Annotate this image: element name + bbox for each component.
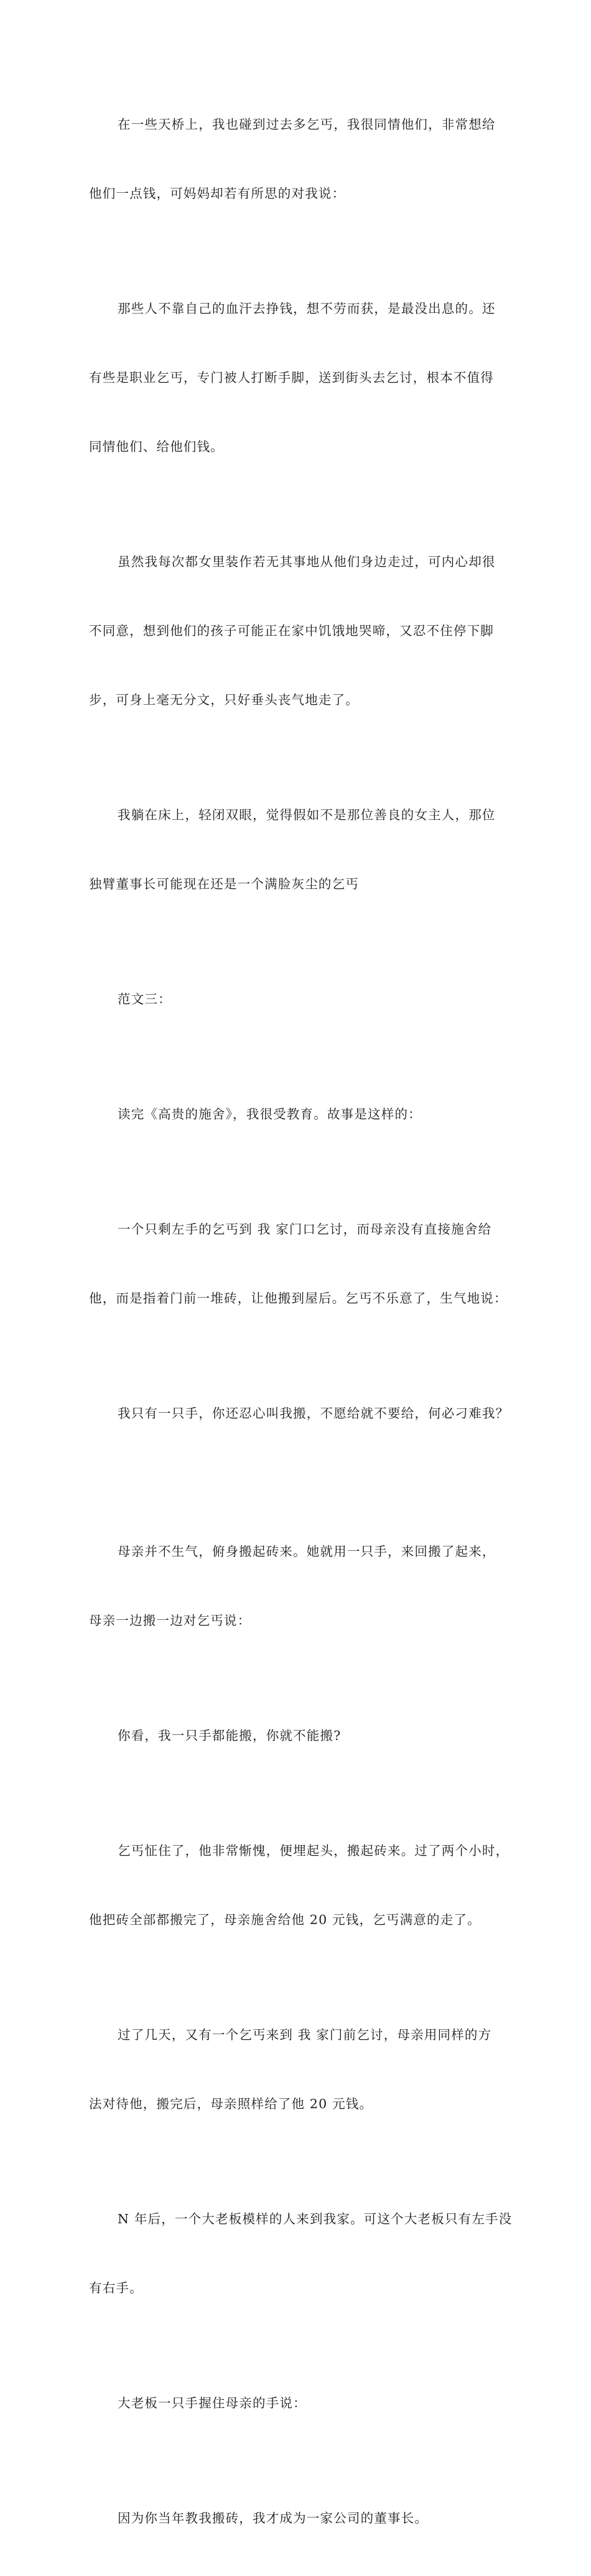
paragraph — [89, 2461, 506, 2576]
paragraph — [89, 2346, 506, 2461]
paragraph — [89, 2162, 513, 2346]
text-line: 同情他们、给他们钱。 — [89, 439, 224, 454]
text-line: 他把砖全部都搬完了，母亲施舍给他 20 元钱，乞丐满意的走了。 — [89, 1912, 481, 1927]
text-line: 在一些天桥上，我也碰到过去多乞丐，我很同情他们，非常想给 — [118, 117, 496, 132]
text-line: 我躺在床上，轻闭双眼，觉得假如不是那位善良的女主人，那位 — [118, 807, 496, 822]
section-heading — [89, 942, 506, 1057]
paragraph — [89, 251, 506, 505]
paragraph — [89, 1172, 506, 1356]
paragraph — [89, 505, 506, 758]
text-line: 母亲一边搬一边对乞丐说： — [89, 1613, 251, 1628]
text-line: 不同意，想到他们的孩子可能正在家中饥饿地哭啼，又忍不住停下脚 — [89, 623, 494, 638]
text-line: 一个只剩左手的乞丐到 我 家门口乞讨，而母亲没有直接施舍给 — [118, 1222, 492, 1237]
text-line: 有些是职业乞丐，专门被人打断手脚，送到街头去乞讨，根本不值得 — [89, 370, 494, 385]
text-line: 过了几天，又有一个乞丐来到 我 家门前乞讨，母亲用同样的方 — [118, 2027, 492, 2042]
paragraph — [89, 1057, 506, 1172]
text-line: 大老板一只手握住母亲的手说： — [118, 2396, 307, 2411]
text-line: 那些人不靠自己的血汗去挣钱，想不劳而获，是最没出息的。还 — [118, 301, 496, 316]
text-line: 我只有一只手，你还忍心叫我搬，不愿给就不要给，何必刁难我？ — [118, 1406, 510, 1421]
text-line: 步，可身上毫无分文，只好垂头丧气地走了。 — [89, 692, 359, 707]
text-line: 读完《高贵的施舍》，我很受教育。故事是这样的： — [118, 1107, 422, 1122]
text-line: 虽然我每次都女里装作若无其事地从他们身边走过，可内心却很 — [118, 554, 496, 569]
paragraph — [89, 758, 506, 942]
paragraph — [89, 1793, 510, 1978]
text-line: 独臂董事长可能现在还是一个满脸灰尘的乞丐 — [89, 876, 359, 891]
text-line: 有右手。 — [89, 2281, 143, 2295]
text-line: N 年后，一个大老板模样的人来到我家。可这个大老板只有左手没 — [118, 2211, 513, 2226]
document-body — [89, 67, 513, 2576]
paragraph — [89, 1978, 506, 2162]
text-line: 你看，我一只手都能搬，你就不能搬? — [118, 1728, 342, 1743]
text-line: 乞丐怔住了，他非常惭愧，便埋起头，搬起砖来。过了两个小时， — [118, 1843, 510, 1858]
blank-line — [89, 1471, 506, 1494]
paragraph — [89, 1494, 506, 1678]
paragraph — [89, 67, 506, 251]
text-line: 因为你当年教我搬砖，我才成为一家公司的董事长。 — [118, 2511, 429, 2526]
text-line: 母亲并不生气，俯身搬起砖来。她就用一只手，来回搬了起来， — [118, 1544, 496, 1559]
text-line: 范文三： — [118, 992, 172, 1007]
text-line: 法对待他，搬完后，母亲照样给了他 20 元钱。 — [89, 2096, 373, 2111]
text-line: 他们一点钱，可妈妈却若有所思的对我说： — [89, 186, 346, 201]
text-line: 他，而是指着门前一堆砖，让他搬到屋后。乞丐不乐意了，生气地说： — [89, 1291, 508, 1306]
paragraph — [89, 1356, 510, 1471]
paragraph — [89, 1678, 506, 1793]
